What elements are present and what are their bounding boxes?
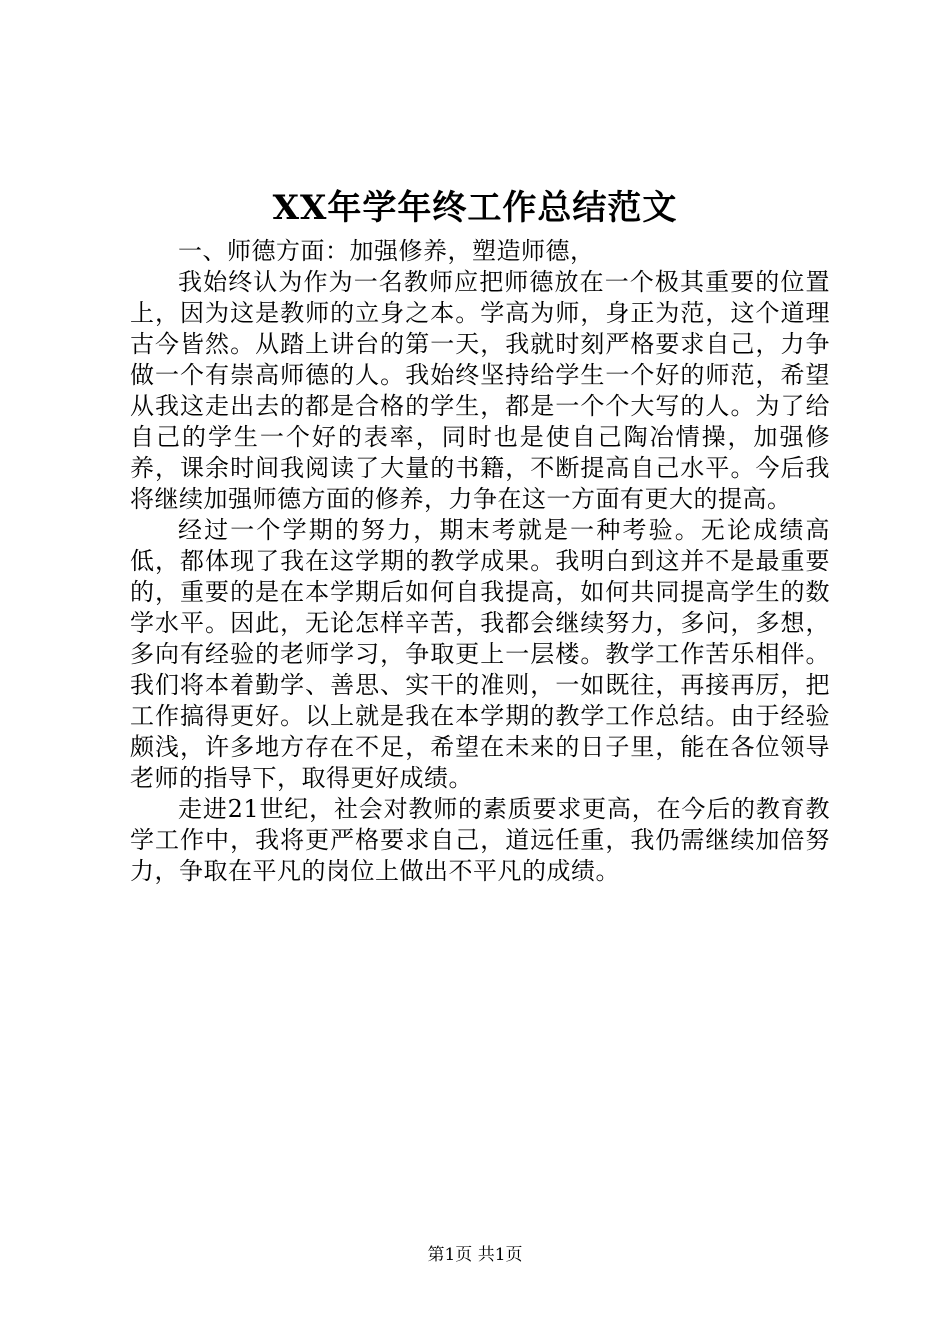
page-number-footer: 第1页 共1页 — [427, 1245, 523, 1265]
document-title: XX年学年终工作总结范文 — [272, 188, 678, 228]
paragraph: 我始终认为作为一名教师应把师德放在一个极其重要的位置上，因为这是教师的立身之本。学高为师，身正为范，这个道理古今皆然。从踏上讲台的第一天，我就时刻严格要求自己，力争做一个有崇高师德的人。我始终坚持给学生一个好的师范，希望从我这走出去的都是合格的学生，都是一个个大写的人。为了给自己的学生一个好的表率，同时也是使自己陶冶情操，加强修养，课余时间我阅读了大量的书籍，不断提高自己水平。今后我将继续加强师德方面的修养，力争在这一方面有更大的提高。 — [130, 268, 830, 513]
paragraph: 经过一个学期的努力，期末考就是一种考验。无论成绩高低，都体现了我在这学期的教学成果。我明白到这并不是最重要的，重要的是在本学期后如何自我提高，如何共同提高学生的数学水平。因此，无论怎样辛苦，我都会继续努力，多问，多想，多向有经验的老师学习，争取更上一层楼。教学工作苦乐相伴。我们将本着勤学、善思、实干的准则，一如既往，再接再厉，把工作搞得更好。以上就是我在本学期的教学工作总结。由于经验颇浅，许多地方存在不足，希望在未来的日子里，能在各位领导老师的指导下，取得更好成绩。 — [130, 516, 830, 792]
section-heading: 一、师德方面：加强修养，塑造师德， — [178, 237, 595, 265]
paragraph: 走进21世纪，社会对教师的素质要求更高，在今后的教育教学工作中，我将更严格要求自己，道远任重，我仍需继续加倍努力，争取在平凡的岗位上做出不平凡的成绩。 — [130, 795, 830, 885]
document-body — [130, 236, 830, 887]
